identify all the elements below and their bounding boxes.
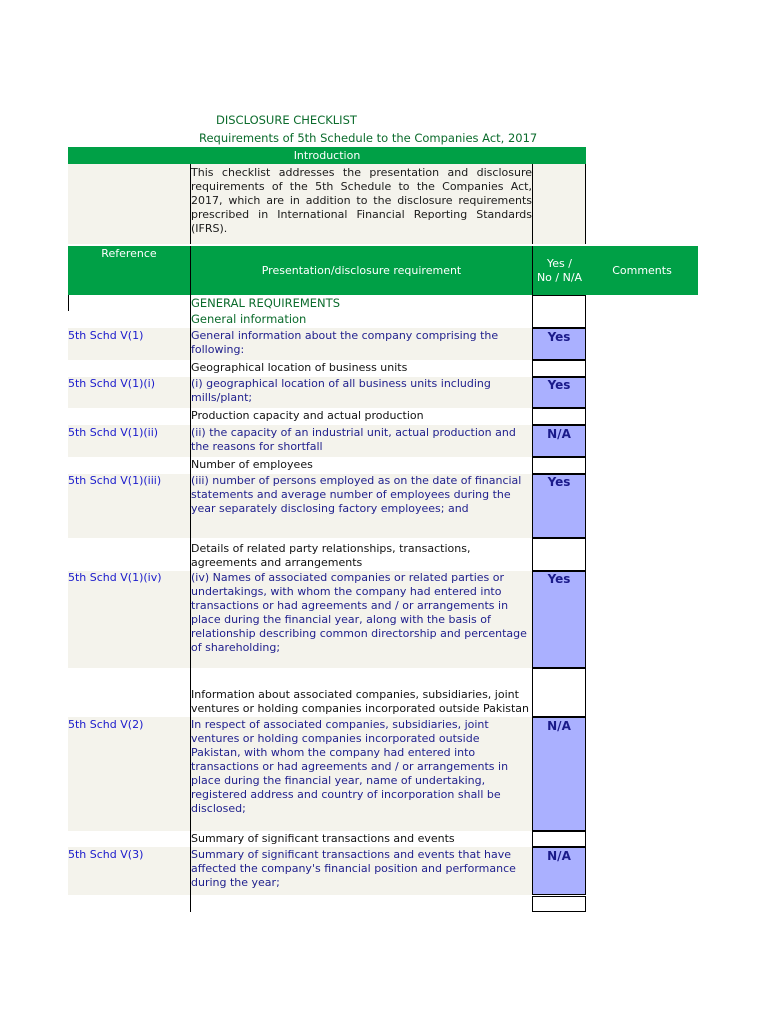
header-requirement: Presentation/disclosure requirement [190, 246, 532, 295]
row-requirement-text: (iv) Names of associated companies or related parties or undertakings, with whom the company had entered into transactions or had agreements and / or arrangements in place during the financial year, along with the basis of relationship describing common directorship and percentage of shareholding; [191, 571, 532, 668]
row-ref-bg [68, 717, 190, 831]
document-title: DISCLOSURE CHECKLIST [216, 113, 357, 127]
answer-blank-cell [532, 295, 586, 328]
answer-blank-cell [532, 408, 586, 425]
row-reference: 5th Schd V(2) [68, 718, 144, 731]
row-answer[interactable]: Yes [532, 571, 586, 668]
header-answer [532, 246, 586, 295]
intro-ref-cell [68, 164, 190, 244]
row-answer[interactable]: Yes [532, 474, 586, 538]
answer-blank-cell [532, 360, 586, 377]
row-subheading: Production capacity and actual production [191, 409, 424, 422]
intro-text: This checklist addresses the presentation and disclosure requirements of the 5th Schedule to the Companies Act, 2017, which are in addition to the disclosure requirements prescribed in International Financial Reporting Standards (IFRS). [190, 164, 532, 244]
row-subheading: Number of employees [191, 458, 313, 471]
row-reference: 5th Schd V(1)(iv) [68, 571, 162, 584]
intro-answer-cell [532, 164, 586, 244]
row-requirement-text: (i) geographical location of all business units including mills/plant; [191, 377, 532, 408]
header-answer-line1: Yes / [547, 256, 572, 270]
row-reference: 5th Schd V(1) [68, 329, 144, 342]
row-requirement-text: Summary of significant transactions and events that have affected the company's financial position and performance during the year; [191, 847, 532, 895]
row-reference: 5th Schd V(1)(ii) [68, 426, 159, 439]
row-requirement-text: (iii) number of persons employed as on the date of financial statements and average number of employees during the year separately disclosing factory employees; and [191, 474, 532, 538]
row-subheading: Details of related party relationships, transactions, agreements and arrangements [191, 542, 471, 569]
row-subheading: Information about associated companies, subsidiaries, joint ventures or holding companies incorporated outside Pakistan [191, 688, 530, 715]
row-requirement-text: General information about the company comprising the following: [191, 328, 532, 360]
row-requirement-text: (ii) the capacity of an industrial unit, actual production and the reasons for shortfall [191, 425, 532, 457]
row-answer[interactable]: N/A [532, 425, 586, 457]
answer-blank-cell [532, 668, 586, 717]
row-answer[interactable]: Yes [532, 377, 586, 408]
row-answer[interactable]: Yes [532, 328, 586, 360]
row-requirement-text: In respect of associated companies, subsidiaries, joint ventures or holding companies incorporated outside Pakistan, with whom the company had entered into transactions or had agreements and / or arrangements in place during the financial year, name of undertaking, registered address and country of incorporation shall be disclosed; [191, 717, 532, 831]
section-general-information: General information [191, 312, 307, 326]
answer-blank-cell [532, 831, 586, 847]
row-answer[interactable]: N/A [532, 717, 586, 831]
answer-blank-cell [532, 538, 586, 571]
row-reference: 5th Schd V(1)(i) [68, 377, 156, 390]
header-reference: Reference [101, 247, 157, 260]
section-general-requirements: GENERAL REQUIREMENTS [191, 296, 340, 310]
row-subheading: Geographical location of business units [191, 361, 408, 374]
row-reference: 5th Schd V(1)(iii) [68, 474, 162, 487]
header-comments: Comments [612, 263, 672, 277]
header-answer-line2: No / N/A [536, 270, 583, 284]
row-ref-bg [68, 571, 190, 668]
answer-blank-cell [532, 896, 586, 912]
row-answer[interactable]: N/A [532, 847, 586, 895]
document-subtitle: Requirements of 5th Schedule to the Companies Act, 2017 [199, 131, 538, 145]
answer-blank-cell [532, 457, 586, 474]
left-border [68, 295, 69, 311]
row-reference: 5th Schd V(3) [68, 848, 144, 861]
intro-heading: Introduction [68, 147, 586, 164]
row-subheading: Summary of significant transactions and events [191, 832, 455, 845]
